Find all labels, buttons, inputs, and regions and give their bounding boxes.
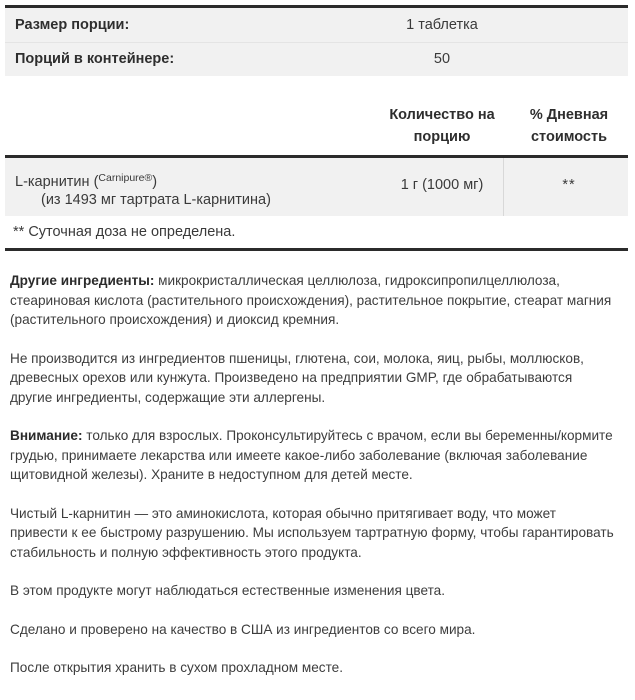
origin-paragraph: Сделано и проверено на качество в США из ингредиентов со всего мира. bbox=[10, 621, 476, 637]
ingredient-row bbox=[5, 158, 628, 216]
ingredient-amount: 1 г (1000 мг) bbox=[400, 177, 484, 193]
serving-size-label: Размер порции: bbox=[15, 17, 130, 33]
daily-value-header: % Дневная стоимость bbox=[529, 107, 609, 145]
ingredient-name-prefix: L-карнитин ( bbox=[15, 174, 99, 190]
table-spacer bbox=[5, 76, 628, 96]
amount-per-serving-header: Количество на порцию bbox=[389, 107, 495, 145]
ingredient-source-line: (из 1493 мг тартрата L-карнитина) bbox=[41, 192, 271, 208]
allergen-paragraph: Не производится из ингредиентов пшеницы, глютена, сои, молока, яиц, рыбы, моллюсков, древесных орехов или кунжута. Произведено на предприятии GMP, где обрабатываются другие ингредиенты, содержащие эти аллергены. bbox=[10, 350, 584, 405]
serving-size-row bbox=[5, 8, 628, 42]
daily-value-footnote: ** Суточная доза не определена. bbox=[5, 216, 628, 248]
serving-size-value: 1 таблетка bbox=[406, 17, 478, 33]
servings-per-container-value: 50 bbox=[433, 51, 451, 67]
servings-per-container-label: Порций в контейнере: bbox=[15, 51, 175, 67]
warning-label: Внимание: bbox=[10, 428, 83, 443]
ingredient-name-suffix: ) bbox=[152, 174, 158, 190]
warning-text: только для взрослых. Проконсультируйтесь с врачом, если вы беременны/кормите грудью, принимаете лекарства или имеете какое-либо заболевание (включая заболевание щитовидной железы). Храните в недоступном для детей месте. bbox=[10, 428, 613, 482]
servings-per-container-row bbox=[5, 42, 628, 76]
table-bottom-rule bbox=[5, 248, 628, 251]
column-header-row bbox=[5, 96, 628, 155]
storage-paragraph: После открытия хранить в сухом прохладном месте. bbox=[10, 660, 343, 675]
supplement-facts-table bbox=[5, 0, 628, 251]
body-copy bbox=[0, 271, 635, 678]
color-variation-paragraph: В этом продукте могут наблюдаться естественные изменения цвета. bbox=[10, 583, 446, 598]
ingredient-trademark: Carnipure® bbox=[98, 172, 153, 184]
other-ingredients-text: микрокристаллическая целлюлоза, гидроксипропилцеллюлоза, стеариновая кислота (растительного происхождения), растительное покрытие, стеарат магния (растительного происхождения) и диоксид кремния. bbox=[10, 273, 612, 327]
other-ingredients-paragraph bbox=[10, 271, 616, 330]
warning-paragraph bbox=[10, 426, 616, 485]
carnitine-note-paragraph: Чистый L-карнитин — это аминокислота, которая обычно притягивает воду, что может привести к ее быстрому разрушению. Мы используем тартратную форму, чтобы гарантировать стабильность и полную эффективность этого продукта. bbox=[10, 505, 614, 560]
other-ingredients-label: Другие ингредиенты: bbox=[10, 273, 155, 288]
ingredient-daily-value: ** bbox=[562, 177, 576, 193]
